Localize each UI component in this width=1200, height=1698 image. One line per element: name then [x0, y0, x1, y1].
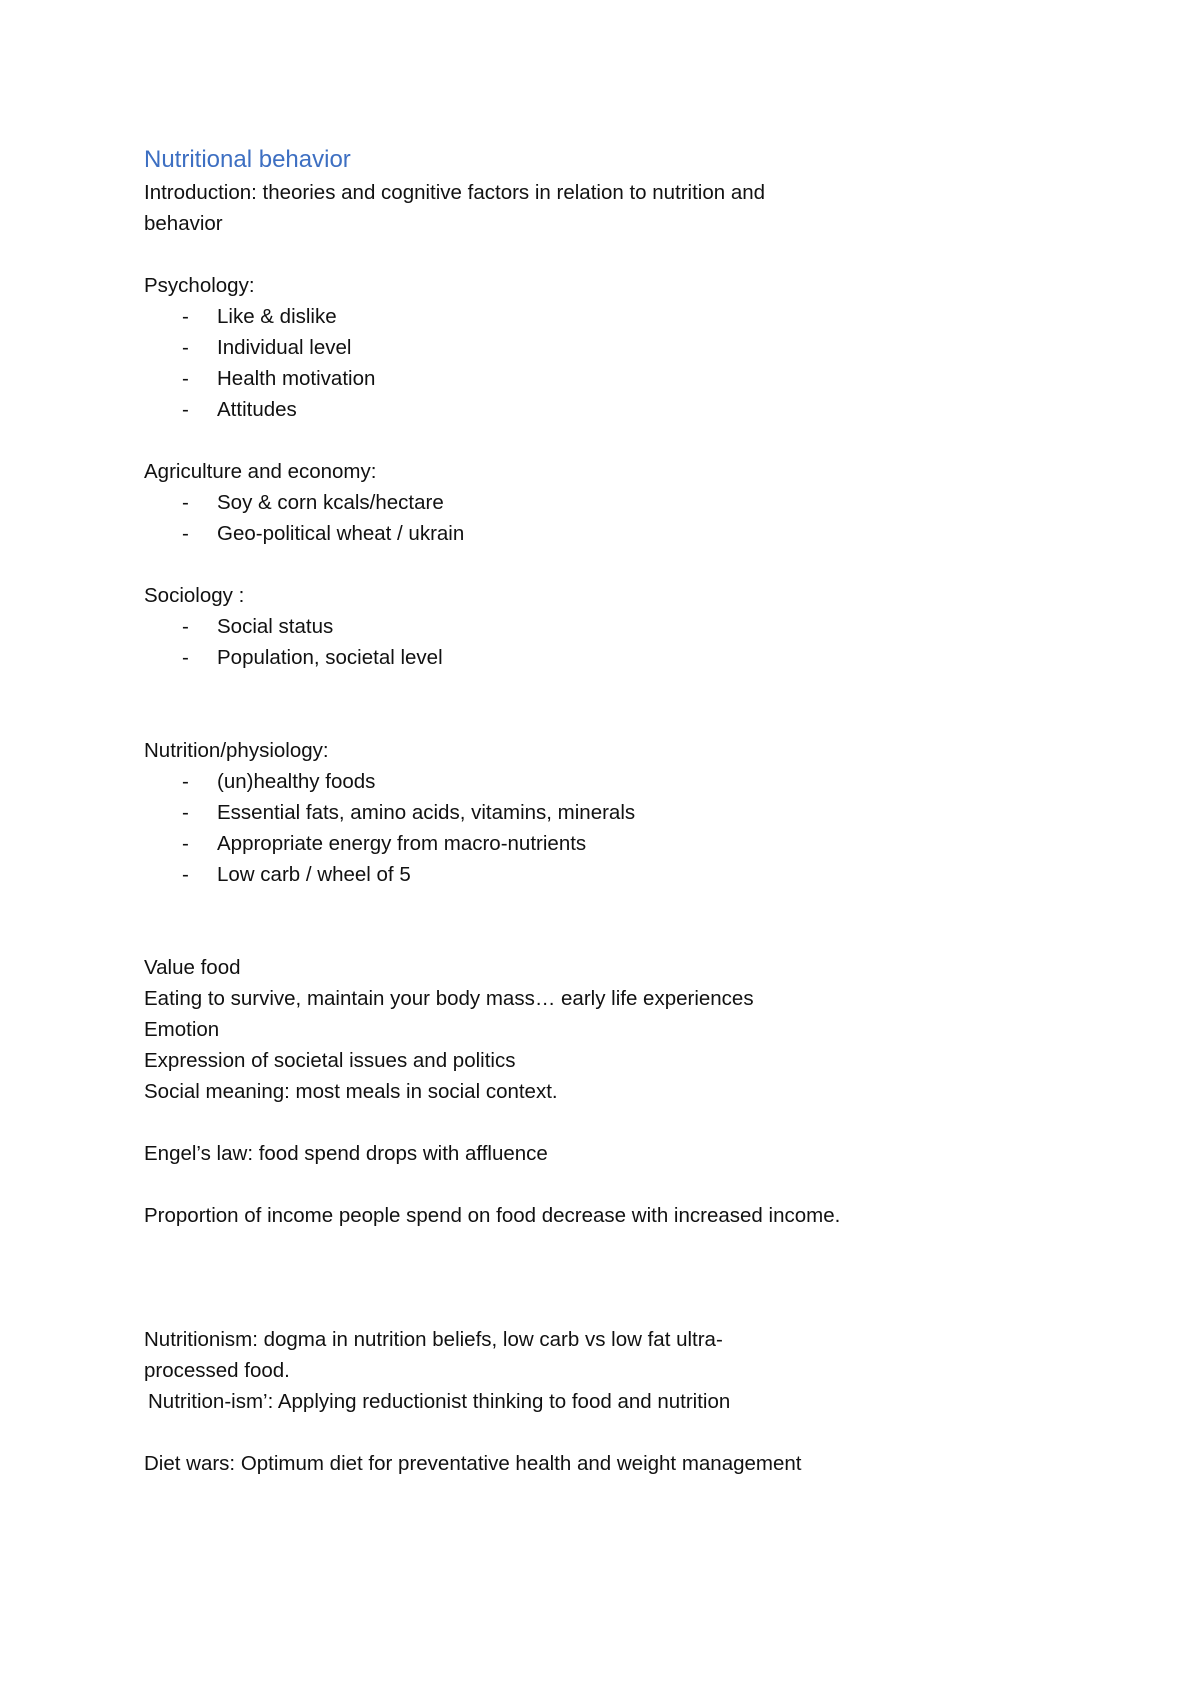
psychology-list	[144, 301, 874, 425]
nutrition-list	[144, 766, 874, 890]
list-item: - (un)healthy foods	[144, 766, 874, 797]
engels-law-line: Engel’s law: food spend drops with affluence	[144, 1142, 548, 1165]
value-food-line: Eating to survive, maintain your body mass… early life experiences	[144, 987, 754, 1010]
section-heading-psychology: Psychology:	[144, 274, 255, 297]
value-food-line: Social meaning: most meals in social context.	[144, 1080, 558, 1103]
dash-bullet: -	[182, 491, 189, 514]
list-item: - Like & dislike	[144, 301, 874, 332]
page-title: Nutritional behavior	[144, 146, 351, 173]
dash-bullet: -	[182, 398, 189, 421]
value-food-heading: Value food	[144, 956, 241, 979]
section-heading-agriculture: Agriculture and economy:	[144, 460, 377, 483]
list-item: - Geo-political wheat / ukrain	[144, 518, 874, 549]
list-item: - Individual level	[144, 332, 874, 363]
dash-bullet: -	[182, 832, 189, 855]
list-item: - Essential fats, amino acids, vitamins, minerals	[144, 797, 874, 828]
value-food-line: Expression of societal issues and politics	[144, 1049, 516, 1072]
section-heading-nutrition: Nutrition/physiology:	[144, 739, 329, 762]
sociology-list	[144, 611, 874, 673]
dash-bullet: -	[182, 863, 189, 886]
agriculture-list	[144, 487, 874, 549]
nutritionism-paragraph: Nutritionism: dogma in nutrition beliefs, low carb vs low fat ultra-processed food.	[144, 1328, 723, 1382]
dash-bullet: -	[182, 615, 189, 638]
dash-bullet: -	[182, 336, 189, 359]
nutritionism-quote: Nutrition-ism’: Applying reductionist thinking to food and nutrition	[148, 1390, 731, 1413]
document-body	[144, 143, 874, 1479]
proportion-paragraph: Proportion of income people spend on food decrease with increased income.	[144, 1204, 841, 1227]
dash-bullet: -	[182, 770, 189, 793]
list-item: - Appropriate energy from macro-nutrients	[144, 828, 874, 859]
dash-bullet: -	[182, 367, 189, 390]
intro-paragraph: Introduction: theories and cognitive factors in relation to nutrition and behavior	[144, 181, 766, 235]
dash-bullet: -	[182, 305, 189, 328]
list-item: - Attitudes	[144, 394, 874, 425]
list-item: - Social status	[144, 611, 874, 642]
dash-bullet: -	[182, 646, 189, 669]
list-item: - Health motivation	[144, 363, 874, 394]
list-item: - Population, societal level	[144, 642, 874, 673]
section-heading-sociology: Sociology :	[144, 584, 245, 607]
list-item: - Soy & corn kcals/hectare	[144, 487, 874, 518]
dash-bullet: -	[182, 801, 189, 824]
value-food-line: Emotion	[144, 1018, 220, 1041]
list-item: - Low carb / wheel of 5	[144, 859, 874, 890]
diet-wars-line: Diet wars: Optimum diet for preventative health and weight management	[144, 1452, 802, 1475]
dash-bullet: -	[182, 522, 189, 545]
